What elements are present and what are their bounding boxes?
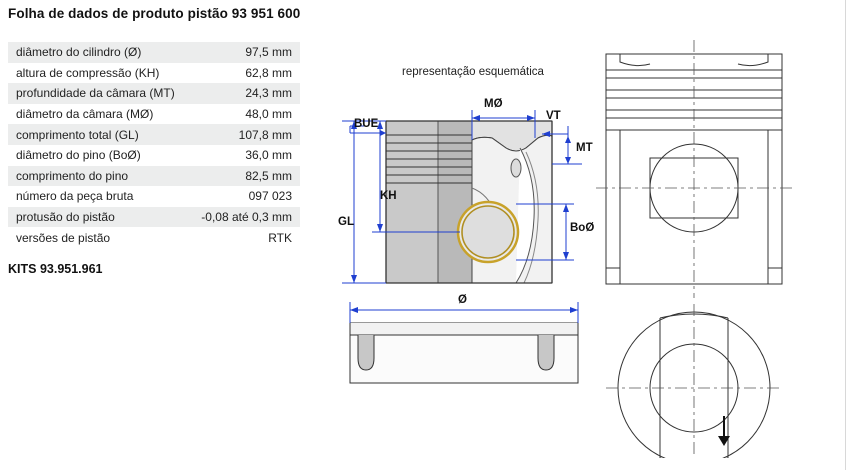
spec-value: 48,0 mm bbox=[189, 104, 300, 125]
spec-label: altura de compressão (KH) bbox=[8, 63, 189, 84]
spec-value: RTK bbox=[189, 227, 300, 248]
dimension-label-diameter: Ø bbox=[458, 294, 467, 306]
spec-value: 24,3 mm bbox=[189, 83, 300, 104]
spec-value: 36,0 mm bbox=[189, 145, 300, 166]
spec-label: número da peça bruta bbox=[8, 186, 189, 207]
kits-label: KITS 93.951.961 bbox=[8, 262, 103, 276]
table-row bbox=[8, 145, 300, 166]
technical-drawing bbox=[320, 18, 840, 458]
table-row bbox=[8, 104, 300, 125]
spec-value: 097 023 bbox=[189, 186, 300, 207]
spec-label: diâmetro da câmara (MØ) bbox=[8, 104, 189, 125]
spec-label: diâmetro do pino (BoØ) bbox=[8, 145, 189, 166]
table-row bbox=[8, 207, 300, 228]
dimension-label-mo: MØ bbox=[484, 98, 503, 110]
dimension-label-gl: GL bbox=[338, 216, 354, 228]
spec-label: protusão do pistão bbox=[8, 207, 189, 228]
spec-label: comprimento total (GL) bbox=[8, 124, 189, 145]
dimension-label-kh: KH bbox=[380, 190, 397, 202]
table-row bbox=[8, 83, 300, 104]
table-row bbox=[8, 227, 300, 248]
table-row bbox=[8, 124, 300, 145]
table-row bbox=[8, 166, 300, 187]
specifications-table bbox=[8, 42, 300, 248]
specifications-table-body bbox=[8, 42, 300, 248]
table-row bbox=[8, 63, 300, 84]
spec-value: 62,8 mm bbox=[189, 63, 300, 84]
spec-label: versões de pistão bbox=[8, 227, 189, 248]
spec-label: comprimento do pino bbox=[8, 166, 189, 187]
table-row bbox=[8, 186, 300, 207]
dimension-label-bue: BUE bbox=[354, 118, 379, 130]
spec-value: 82,5 mm bbox=[189, 166, 300, 187]
schematic-caption: representação esquemática bbox=[402, 66, 544, 78]
spec-value: 107,8 mm bbox=[189, 124, 300, 145]
piston-drawing-svg bbox=[320, 18, 840, 458]
table-row bbox=[8, 42, 300, 63]
spec-value: -0,08 até 0,3 mm bbox=[189, 207, 300, 228]
spec-label: profundidade da câmara (MT) bbox=[8, 83, 189, 104]
dimension-label-mt: MT bbox=[576, 142, 593, 154]
spec-label: diâmetro do cilindro (Ø) bbox=[8, 42, 189, 63]
dimension-label-vt: VT bbox=[546, 110, 561, 122]
dimension-label-bo: BoØ bbox=[570, 222, 595, 234]
spec-value: 97,5 mm bbox=[189, 42, 300, 63]
page-title: Folha de dados de produto pistão 93 951 600 bbox=[8, 6, 301, 21]
